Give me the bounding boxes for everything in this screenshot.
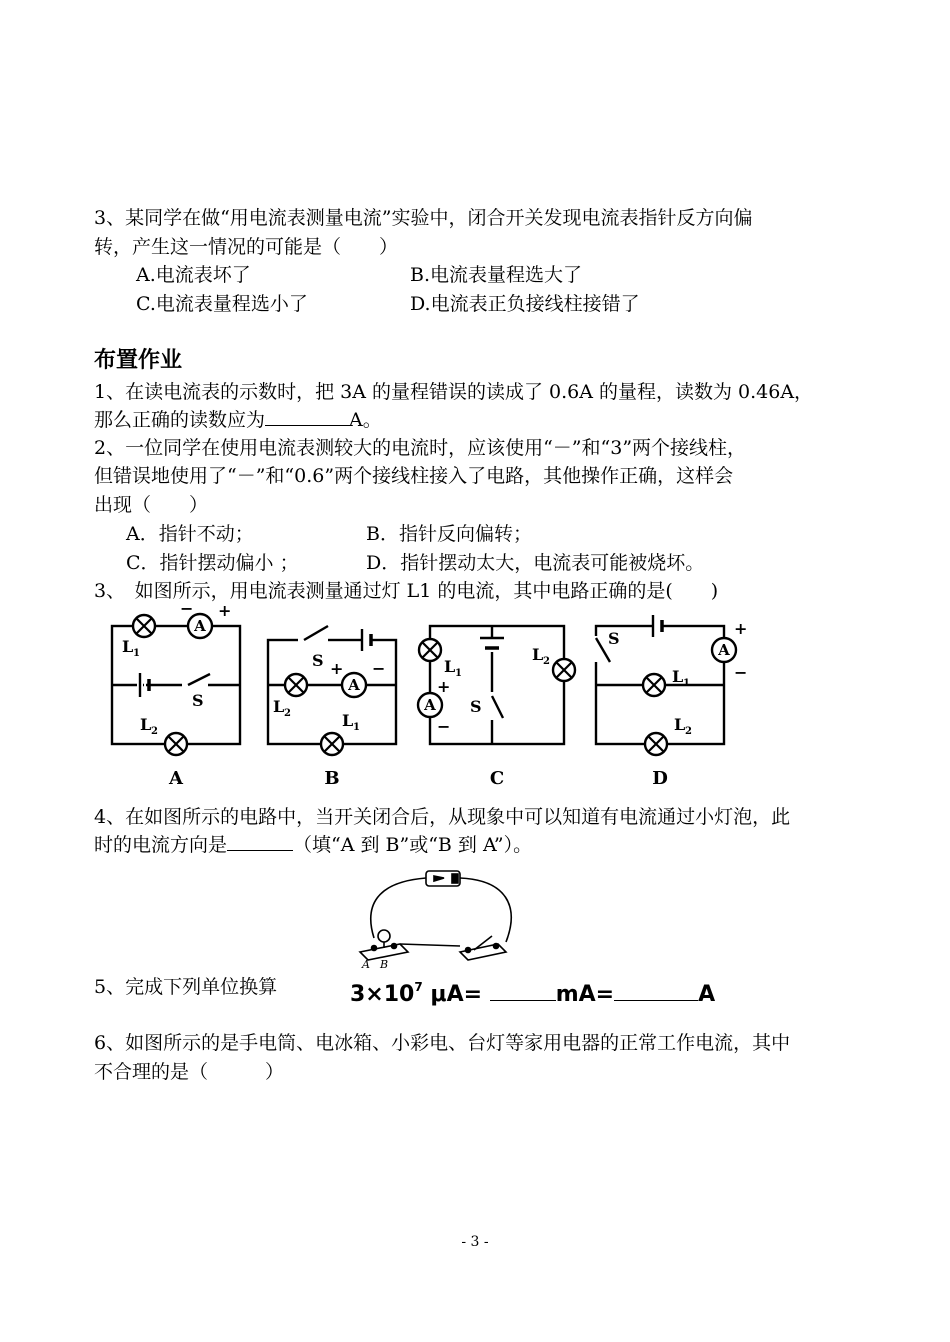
conv-unit-ma: mA= <box>555 982 615 1007</box>
q3-option-a: A.电流表坏了 <box>136 264 251 286</box>
hw4-line1: 4、在如图所示的电路中，当开关闭合后，从现象中可以知道有电流通过小灯泡，此 <box>94 806 791 828</box>
conv-unit-a: A <box>698 982 716 1007</box>
d-plus: + <box>734 619 748 638</box>
hw3-line1: 3、 如图所示，用电流表测量通过灯 L1 的电流，其中电路正确的是( ) <box>94 580 719 602</box>
d-l1-sub: 1 <box>683 678 690 689</box>
c-switch: S <box>470 697 482 716</box>
conv-blank-ma[interactable] <box>490 974 556 1001</box>
c-l2-sub: 2 <box>543 656 550 667</box>
circuit-letter-a: A <box>169 768 183 789</box>
circuit-diagrams <box>100 600 760 795</box>
hw2-option-b: B．指针反向偏转； <box>366 523 532 545</box>
terminal-a-label: A <box>362 958 370 970</box>
page-number: - 3 - <box>461 1234 489 1250</box>
hw4-answer-blank[interactable] <box>227 830 293 851</box>
a-l2-sub: 2 <box>151 726 158 737</box>
d-minus: − <box>734 663 748 682</box>
hw1-answer-blank[interactable] <box>265 405 349 426</box>
hw4-line2-prefix: 时的电流方向是 <box>94 834 228 856</box>
hw1-line2 <box>94 405 382 435</box>
b-plus: + <box>330 659 344 678</box>
c-plus: + <box>437 677 451 696</box>
a-l1-sub: 1 <box>133 648 140 659</box>
ammeter-label-b: A <box>348 676 360 694</box>
hw4-line2 <box>94 830 532 860</box>
q3-line2: 转，产生这一情况的可能是（ ） <box>94 236 399 258</box>
a-switch: S <box>192 691 204 710</box>
q3-line1: 3、某同学在做“用电流表测量电流”实验中，闭合开关发现电流表指针反方向偏 <box>94 207 753 229</box>
c-l1-sub: 1 <box>455 668 462 679</box>
a-l2: L <box>140 715 152 734</box>
b-minus: − <box>372 659 386 678</box>
hw2-line3: 出现（ ） <box>94 494 209 516</box>
circuit-letter-d: D <box>652 768 668 789</box>
d-l2: L <box>674 715 686 734</box>
b-l1: L <box>342 711 354 730</box>
hw2-line2: 但错误地使用了“－”和“0.6”两个接线柱接入了电路，其他操作正确，这样会 <box>94 465 734 487</box>
a-l1: L <box>122 637 134 656</box>
hw1-line2-prefix: 那么正确的读数应为 <box>94 409 266 431</box>
c-minus: − <box>437 717 451 736</box>
conv-unit-ua: μA= <box>422 982 490 1007</box>
b-l2-sub: 2 <box>284 708 291 719</box>
b-l2: L <box>273 697 285 716</box>
c-l1: L <box>444 657 456 676</box>
ammeter-label-d: A <box>718 641 730 659</box>
conv-base: 3×10 <box>350 982 415 1007</box>
conv-exponent: 7 <box>414 980 423 994</box>
q3-option-c: C.电流表量程选小了 <box>136 293 308 315</box>
hw1-line1: 1、在读电流表的示数时，把 3A 的量程错误的读成了 0.6A 的量程，读数为 0.46A， <box>94 381 814 403</box>
hw6-line1: 6、如图所示的是手电筒、电冰箱、小彩电、台灯等家用电器的正常工作电流，其中 <box>94 1032 791 1054</box>
q3-option-b: B.电流表量程选大了 <box>410 264 583 286</box>
c-l2: L <box>532 645 544 664</box>
d-switch: S <box>608 629 620 648</box>
circuit-letter-c: C <box>489 768 505 789</box>
section-heading: 布置作业 <box>94 348 183 373</box>
circuit-letter-b: B <box>324 768 340 789</box>
ammeter-label-c: A <box>424 696 436 714</box>
q3-option-d: D.电流表正负接线柱接错了 <box>410 293 640 315</box>
hw1-line2-suffix: A。 <box>349 409 382 431</box>
a-plus: + <box>218 601 232 620</box>
hw2-line1: 2、一位同学在使用电流表测较大的电流时，应该使用“－”和“3”两个接线柱， <box>94 437 747 459</box>
b-l1-sub: 1 <box>353 722 360 733</box>
conv-blank-a[interactable] <box>614 974 698 1001</box>
hw2-option-c: C．指针摆动偏小 ； <box>126 552 299 574</box>
ammeter-label-a: A <box>194 617 206 635</box>
hw4-line2-suffix: （填“A 到 B”或“B 到 A”）。 <box>293 834 533 856</box>
hw2-option-d: D．指针摆动太大，电流表可能被烧坏。 <box>366 552 705 574</box>
b-switch: S <box>312 651 324 670</box>
d-l2-sub: 2 <box>685 726 692 737</box>
d-l1: L <box>672 667 684 686</box>
hw6-line2: 不合理的是（ ） <box>94 1061 285 1083</box>
unit-conversion <box>350 970 715 1012</box>
a-minus: − <box>180 600 194 618</box>
terminal-b-label: B <box>380 958 389 970</box>
hw2-option-a: A．指针不动； <box>126 523 254 545</box>
hw5-label: 5、完成下列单位换算 <box>94 976 278 998</box>
bulb-circuit-figure <box>356 866 526 970</box>
